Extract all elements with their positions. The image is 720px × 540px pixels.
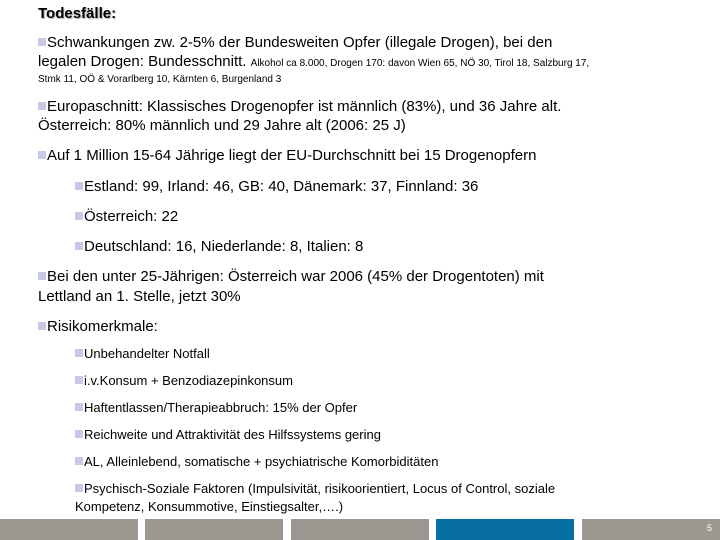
bullet-square-icon (38, 102, 46, 110)
sub-bullet: i.v.Konsum + Benzodiazepinkonsum (75, 371, 293, 390)
sub-bullet-line2: Kompetenz, Konsummotive, Einstiegsalter,….) (75, 499, 344, 514)
page-number: 5 (706, 523, 712, 533)
sub-bullet: Psychisch-Soziale Faktoren (Impulsivität, risikoorientiert, Locus of Control, soziale (75, 479, 555, 498)
bullet-5: Risikomerkmale: (38, 317, 158, 336)
footer-bar-segment (582, 519, 720, 540)
bullet-2: Europaschnitt: Klassisches Drogenopfer ist männlich (83%), und 36 Jahre alt. (38, 97, 561, 116)
bullet-square-icon (38, 322, 46, 330)
bullet-square-icon (75, 403, 83, 411)
bullet-1-line2: legalen Drogen: Bundesschnitt. Alkohol ca 8.000, Drogen 170: davon Wien 65, NÖ 30, Tirol 18, Salzburg 17, (38, 53, 590, 70)
footer-bar-segment (291, 519, 429, 540)
sub-bullet: Österreich: 22 (75, 207, 178, 226)
sub-bullet: Unbehandelter Notfall (75, 344, 210, 363)
footer-bar-segment-active (436, 519, 574, 540)
sub-bullet: Deutschland: 16, Niederlande: 8, Italien: 8 (75, 237, 363, 256)
bullet-1: Schwankungen zw. 2-5% der Bundesweiten Opfer (illegale Drogen), bei den (38, 33, 552, 52)
bullet-square-icon (75, 182, 83, 190)
bullet-square-icon (75, 430, 83, 438)
bullet-1-line3: Stmk 11, OÖ & Vorarlberg 10, Kärnten 6, Burgenland 3 (38, 74, 282, 85)
sub-bullet: AL, Alleinlebend, somatische + psychiatrische Komorbiditäten (75, 452, 438, 471)
slide-title: Todesfälle: (38, 5, 117, 22)
bullet-4: Bei den unter 25-Jährigen: Österreich war 2006 (45% der Drogentoten) mit (38, 267, 544, 286)
bullet-4-line2: Lettland an 1. Stelle, jetzt 30% (38, 288, 241, 305)
bullet-square-icon (38, 38, 46, 46)
bullet-3: Auf 1 Million 15-64 Jährige liegt der EU-Durchschnitt bei 15 Drogenopfern (38, 146, 536, 165)
sub-bullet: Haftentlassen/Therapieabbruch: 15% der Opfer (75, 398, 357, 417)
sub-bullet: Reichweite und Attraktivität des Hilfssystems gering (75, 425, 381, 444)
sub-bullet: Estland: 99, Irland: 46, GB: 40, Dänemark: 37, Finnland: 36 (75, 177, 478, 196)
bullet-square-icon (75, 457, 83, 465)
footer-bar-segment (145, 519, 283, 540)
bullet-2-line2: Österreich: 80% männlich und 29 Jahre alt (2006: 25 J) (38, 117, 406, 134)
bullet-square-icon (75, 376, 83, 384)
bullet-square-icon (75, 242, 83, 250)
bullet-square-icon (38, 151, 46, 159)
footer-bar-segment (0, 519, 138, 540)
bullet-square-icon (38, 272, 46, 280)
bullet-square-icon (75, 349, 83, 357)
bullet-square-icon (75, 484, 83, 492)
bullet-square-icon (75, 212, 83, 220)
